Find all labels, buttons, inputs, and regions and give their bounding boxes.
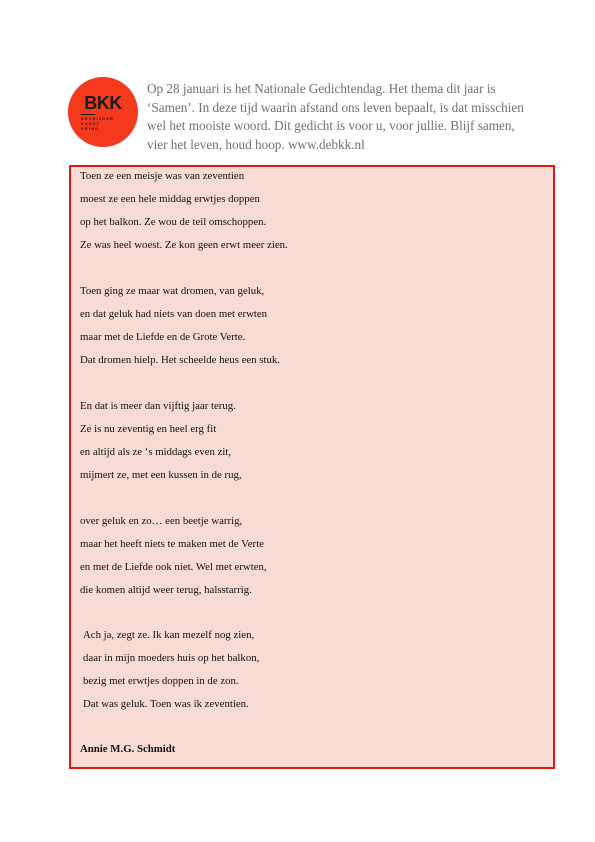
poem-line: en met de Liefde ook niet. Wel met erwten, [80,561,267,573]
logo-subtitle-line: KUNST [81,122,101,126]
poem-line: Toen ze een meisje was van zeventien [80,170,245,182]
poem-box [69,165,555,769]
poem-line: Toen ging ze maar wat dromen, van geluk, [80,285,265,297]
poem-line: over geluk en zo… een beetje warrig, [80,515,243,527]
logo-text: BKK [84,93,122,113]
poem-line: maar met de Liefde en de Grote Verte. [80,331,246,343]
poem-line: En dat is meer dan vijftig jaar terug. [80,400,236,412]
logo-subtitle-line: BEVRIJDER [81,117,115,121]
poem-line: Dat was geluk. Toen was ik zeventien. [83,698,249,710]
poem-line: en dat geluk had niets van doen met erwten [80,308,268,320]
poem-line: op het balkon. Ze wou de teil omschoppen. [80,216,267,228]
poem-line: Ze was heel woest. Ze kon geen erwt meer zien. [80,239,288,251]
logo-subtitle-line: KRING [81,127,100,131]
poem-line: Ze is nu zeventig en heel erg fit [80,423,217,435]
poem-line: Dat dromen hielp. Het scheelde heus een stuk. [80,354,280,366]
logo-divider [81,114,95,115]
poem-line: Ach ja, zegt ze. Ik kan mezelf nog zien, [83,629,255,641]
poem-line: en altijd als ze ‘s middags even zit, [80,446,232,458]
intro-paragraph: Op 28 januari is het Nationale Gedichtendag. Het thema dit jaar is ‘Samen’. In deze tijd waarin afstand ons leven bepaalt, is dat misschien wel het mooiste woord. Dit gedicht is voor u, voor jullie. Blijf samen, vier het leven, houd hoop. www.debkk.nl [147,81,524,152]
poem-line: mijmert ze, met een kussen in de rug, [80,469,242,481]
logo-subtitle [81,117,114,132]
poem-line: moest ze een hele middag erwtjes doppen [80,193,260,205]
poem-line: bezig met erwtjes doppen in de zon. [83,675,239,687]
bkk-logo [68,77,138,147]
poem-line: daar in mijn moeders huis op het balkon, [83,652,260,664]
poem-line: die komen altijd weer terug, halsstarrig. [80,584,252,596]
poem-line: maar het heeft niets te maken met de Verte [80,538,264,550]
poem-author: Annie M.G. Schmidt [80,743,176,755]
